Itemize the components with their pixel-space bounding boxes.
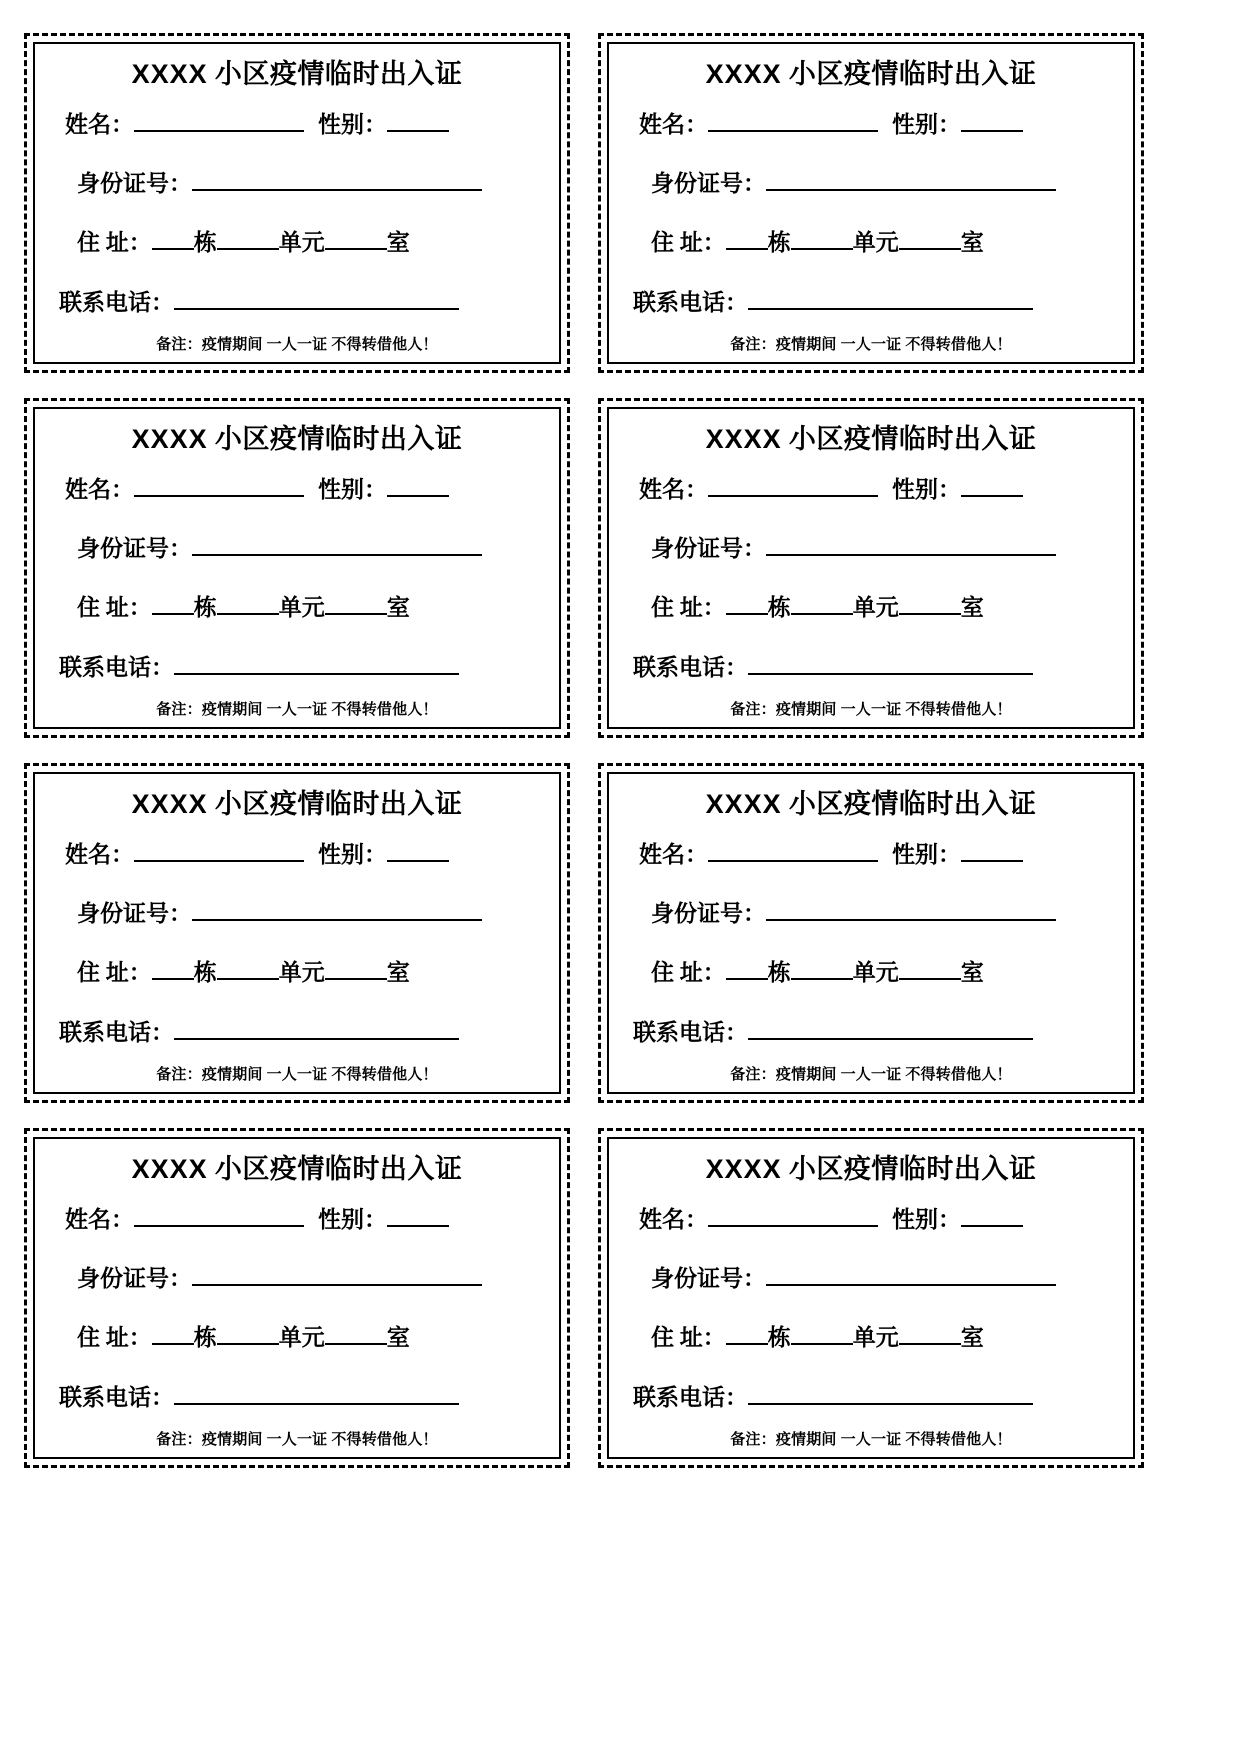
- field-row-id: [627, 1264, 1115, 1291]
- card-note: 备注：疫情期间 一人一证 不得转借他人！: [156, 1067, 438, 1083]
- card-title-text: 小区疫情临时出入证: [207, 789, 463, 819]
- id-label: 身份证号：: [77, 171, 192, 197]
- field-row-address: [627, 228, 1115, 255]
- telephone-label: 联系电话：: [59, 654, 174, 680]
- id-input-line[interactable]: [192, 534, 482, 556]
- address-building-line[interactable]: [726, 958, 768, 980]
- field-row-name: [53, 1205, 541, 1232]
- address-unit-line[interactable]: [217, 228, 279, 250]
- card-title: [627, 1153, 1115, 1187]
- sex-input-line[interactable]: [961, 110, 1023, 132]
- id-input-line[interactable]: [192, 899, 482, 921]
- pass-card: [598, 398, 1144, 738]
- card-title: [627, 423, 1115, 457]
- address-unit-line[interactable]: [791, 228, 853, 250]
- telephone-label: 联系电话：: [633, 1019, 748, 1045]
- card-title-prefix: XXXX: [705, 424, 782, 454]
- name-label: 姓名：: [639, 111, 708, 137]
- id-label: 身份证号：: [77, 1266, 192, 1292]
- card-title: [53, 423, 541, 457]
- telephone-label: 联系电话：: [59, 1384, 174, 1410]
- name-label: 姓名：: [639, 476, 708, 502]
- id-input-line[interactable]: [766, 169, 1056, 191]
- pass-card: [598, 763, 1144, 1103]
- address-room-line[interactable]: [325, 1323, 387, 1345]
- name-label: 姓名：: [65, 476, 134, 502]
- card-title-prefix: XXXX: [705, 59, 782, 89]
- card-title-text: 小区疫情临时出入证: [781, 59, 1037, 89]
- id-label: 身份证号：: [651, 1266, 766, 1292]
- address-building-line[interactable]: [152, 1323, 194, 1345]
- field-row-name: [53, 475, 541, 502]
- id-input-line[interactable]: [766, 1264, 1056, 1286]
- address-unit-line[interactable]: [791, 958, 853, 980]
- address-room-line[interactable]: [899, 593, 961, 615]
- id-input-line[interactable]: [766, 899, 1056, 921]
- address-label: 住 址：: [77, 230, 152, 256]
- telephone-input-line[interactable]: [174, 1018, 459, 1040]
- telephone-label: 联系电话：: [633, 1384, 748, 1410]
- address-unit-text: 单元: [278, 595, 325, 621]
- field-row-address: [53, 593, 541, 620]
- card-title: [627, 58, 1115, 92]
- address-building-unit-text: 栋: [193, 1325, 217, 1351]
- address-unit-text: 单元: [278, 1325, 325, 1351]
- card-title-prefix: XXXX: [131, 424, 208, 454]
- field-row-id: [627, 899, 1115, 926]
- address-label: 住 址：: [77, 960, 152, 986]
- sex-label: 性别：: [318, 841, 387, 867]
- sex-label: 性别：: [892, 476, 961, 502]
- name-input-line[interactable]: [708, 110, 878, 132]
- address-building-line[interactable]: [152, 958, 194, 980]
- address-building-unit-text: 栋: [767, 230, 791, 256]
- card-note: 备注：疫情期间 一人一证 不得转借他人！: [156, 1432, 438, 1448]
- card-title-prefix: XXXX: [705, 789, 782, 819]
- address-building-unit-text: 栋: [767, 960, 791, 986]
- card-title-text: 小区疫情临时出入证: [207, 1154, 463, 1184]
- card-title: [53, 1153, 541, 1187]
- card-title-text: 小区疫情临时出入证: [781, 424, 1037, 454]
- address-building-line[interactable]: [152, 228, 194, 250]
- card-title-prefix: XXXX: [131, 1154, 208, 1184]
- card-title-prefix: XXXX: [131, 789, 208, 819]
- card-title: [627, 788, 1115, 822]
- card-fields: [53, 1189, 541, 1428]
- address-room-text: 室: [386, 960, 410, 986]
- sex-input-line[interactable]: [961, 840, 1023, 862]
- telephone-input-line[interactable]: [174, 653, 459, 675]
- address-room-line[interactable]: [325, 228, 387, 250]
- field-row-id: [53, 1264, 541, 1291]
- address-unit-line[interactable]: [217, 593, 279, 615]
- name-label: 姓名：: [65, 111, 134, 137]
- sex-input-line[interactable]: [387, 840, 449, 862]
- telephone-input-line[interactable]: [748, 288, 1033, 310]
- address-building-unit-text: 栋: [193, 595, 217, 621]
- address-building-unit-text: 栋: [767, 595, 791, 621]
- address-room-line[interactable]: [325, 958, 387, 980]
- telephone-input-line[interactable]: [174, 288, 459, 310]
- field-row-id: [53, 169, 541, 196]
- field-row-telephone: [627, 1018, 1115, 1045]
- sex-input-line[interactable]: [387, 475, 449, 497]
- address-room-line[interactable]: [899, 228, 961, 250]
- address-unit-text: 单元: [852, 230, 899, 256]
- field-row-address: [53, 958, 541, 985]
- field-row-name: [53, 840, 541, 867]
- address-room-text: 室: [960, 1325, 984, 1351]
- pass-card-inner: [607, 42, 1135, 364]
- pass-card: [24, 33, 570, 373]
- card-note: 备注：疫情期间 一人一证 不得转借他人！: [730, 1432, 1012, 1448]
- sex-input-line[interactable]: [387, 110, 449, 132]
- sex-label: 性别：: [318, 476, 387, 502]
- field-row-id: [53, 534, 541, 561]
- field-row-telephone: [53, 653, 541, 680]
- field-row-name: [627, 840, 1115, 867]
- field-row-address: [627, 593, 1115, 620]
- card-fields: [53, 459, 541, 698]
- card-title-text: 小区疫情临时出入证: [781, 789, 1037, 819]
- sex-label: 性别：: [318, 111, 387, 137]
- address-building-unit-text: 栋: [193, 960, 217, 986]
- address-room-text: 室: [386, 595, 410, 621]
- address-room-text: 室: [386, 1325, 410, 1351]
- card-title-text: 小区疫情临时出入证: [207, 59, 463, 89]
- card-fields: [627, 459, 1115, 698]
- field-row-name: [627, 1205, 1115, 1232]
- field-row-name: [627, 475, 1115, 502]
- card-fields: [627, 1189, 1115, 1428]
- pass-grid: [24, 33, 1217, 1468]
- pass-card: [24, 398, 570, 738]
- field-row-id: [627, 534, 1115, 561]
- card-fields: [627, 824, 1115, 1063]
- card-note: 备注：疫情期间 一人一证 不得转借他人！: [730, 702, 1012, 718]
- field-row-name: [53, 110, 541, 137]
- field-row-telephone: [53, 1383, 541, 1410]
- name-input-line[interactable]: [134, 840, 304, 862]
- sex-label: 性别：: [892, 111, 961, 137]
- telephone-input-line[interactable]: [748, 1018, 1033, 1040]
- address-room-text: 室: [960, 595, 984, 621]
- address-unit-text: 单元: [852, 1325, 899, 1351]
- id-label: 身份证号：: [77, 536, 192, 562]
- address-label: 住 址：: [77, 595, 152, 621]
- field-row-address: [53, 1323, 541, 1350]
- sex-label: 性别：: [318, 1206, 387, 1232]
- field-row-address: [53, 228, 541, 255]
- card-note: 备注：疫情期间 一人一证 不得转借他人！: [156, 337, 438, 353]
- telephone-input-line[interactable]: [174, 1383, 459, 1405]
- card-fields: [53, 824, 541, 1063]
- card-note: 备注：疫情期间 一人一证 不得转借他人！: [156, 702, 438, 718]
- field-row-name: [627, 110, 1115, 137]
- card-fields: [53, 94, 541, 333]
- address-unit-text: 单元: [278, 960, 325, 986]
- id-label: 身份证号：: [651, 171, 766, 197]
- telephone-label: 联系电话：: [59, 1019, 174, 1045]
- address-label: 住 址：: [77, 1325, 152, 1351]
- card-title-text: 小区疫情临时出入证: [207, 424, 463, 454]
- address-building-line[interactable]: [152, 593, 194, 615]
- field-row-telephone: [627, 653, 1115, 680]
- pass-card-inner: [33, 772, 561, 1094]
- id-input-line[interactable]: [766, 534, 1056, 556]
- pass-card-inner: [33, 1137, 561, 1459]
- card-note: 备注：疫情期间 一人一证 不得转借他人！: [730, 1067, 1012, 1083]
- card-title-prefix: XXXX: [131, 59, 208, 89]
- name-input-line[interactable]: [134, 110, 304, 132]
- pass-card: [24, 763, 570, 1103]
- field-row-telephone: [627, 1383, 1115, 1410]
- card-fields: [627, 94, 1115, 333]
- sex-label: 性别：: [892, 1206, 961, 1232]
- pass-card: [598, 33, 1144, 373]
- address-label: 住 址：: [651, 230, 726, 256]
- name-input-line[interactable]: [708, 475, 878, 497]
- id-label: 身份证号：: [77, 901, 192, 927]
- field-row-address: [627, 1323, 1115, 1350]
- id-label: 身份证号：: [651, 901, 766, 927]
- address-room-line[interactable]: [899, 958, 961, 980]
- sex-input-line[interactable]: [961, 1205, 1023, 1227]
- name-input-line[interactable]: [708, 840, 878, 862]
- address-room-line[interactable]: [899, 1323, 961, 1345]
- name-label: 姓名：: [639, 841, 708, 867]
- telephone-label: 联系电话：: [633, 654, 748, 680]
- card-note: 备注：疫情期间 一人一证 不得转借他人！: [730, 337, 1012, 353]
- pass-card: [24, 1128, 570, 1468]
- address-room-text: 室: [386, 230, 410, 256]
- field-row-address: [627, 958, 1115, 985]
- id-label: 身份证号：: [651, 536, 766, 562]
- name-input-line[interactable]: [134, 1205, 304, 1227]
- address-unit-text: 单元: [278, 230, 325, 256]
- name-label: 姓名：: [639, 1206, 708, 1232]
- name-input-line[interactable]: [708, 1205, 878, 1227]
- telephone-input-line[interactable]: [748, 653, 1033, 675]
- address-unit-line[interactable]: [217, 1323, 279, 1345]
- address-building-line[interactable]: [726, 228, 768, 250]
- pass-card-inner: [33, 42, 561, 364]
- address-unit-text: 单元: [852, 960, 899, 986]
- address-unit-text: 单元: [852, 595, 899, 621]
- address-building-line[interactable]: [726, 593, 768, 615]
- id-input-line[interactable]: [192, 169, 482, 191]
- pass-card-inner: [607, 772, 1135, 1094]
- field-row-id: [53, 899, 541, 926]
- field-row-telephone: [53, 288, 541, 315]
- sex-input-line[interactable]: [961, 475, 1023, 497]
- field-row-id: [627, 169, 1115, 196]
- telephone-label: 联系电话：: [59, 289, 174, 315]
- address-room-text: 室: [960, 960, 984, 986]
- card-title-prefix: XXXX: [705, 1154, 782, 1184]
- address-unit-line[interactable]: [217, 958, 279, 980]
- address-room-text: 室: [960, 230, 984, 256]
- address-building-unit-text: 栋: [767, 1325, 791, 1351]
- pass-card-inner: [607, 407, 1135, 729]
- address-building-line[interactable]: [726, 1323, 768, 1345]
- address-room-line[interactable]: [325, 593, 387, 615]
- id-input-line[interactable]: [192, 1264, 482, 1286]
- pass-card-inner: [607, 1137, 1135, 1459]
- address-unit-line[interactable]: [791, 1323, 853, 1345]
- address-building-unit-text: 栋: [193, 230, 217, 256]
- card-title-text: 小区疫情临时出入证: [781, 1154, 1037, 1184]
- card-title: [53, 58, 541, 92]
- name-label: 姓名：: [65, 841, 134, 867]
- name-input-line[interactable]: [134, 475, 304, 497]
- card-title: [53, 788, 541, 822]
- address-label: 住 址：: [651, 960, 726, 986]
- telephone-label: 联系电话：: [633, 289, 748, 315]
- name-label: 姓名：: [65, 1206, 134, 1232]
- pass-card-inner: [33, 407, 561, 729]
- field-row-telephone: [53, 1018, 541, 1045]
- pass-card: [598, 1128, 1144, 1468]
- sex-label: 性别：: [892, 841, 961, 867]
- field-row-telephone: [627, 288, 1115, 315]
- sex-input-line[interactable]: [387, 1205, 449, 1227]
- telephone-input-line[interactable]: [748, 1383, 1033, 1405]
- address-label: 住 址：: [651, 595, 726, 621]
- address-label: 住 址：: [651, 1325, 726, 1351]
- address-unit-line[interactable]: [791, 593, 853, 615]
